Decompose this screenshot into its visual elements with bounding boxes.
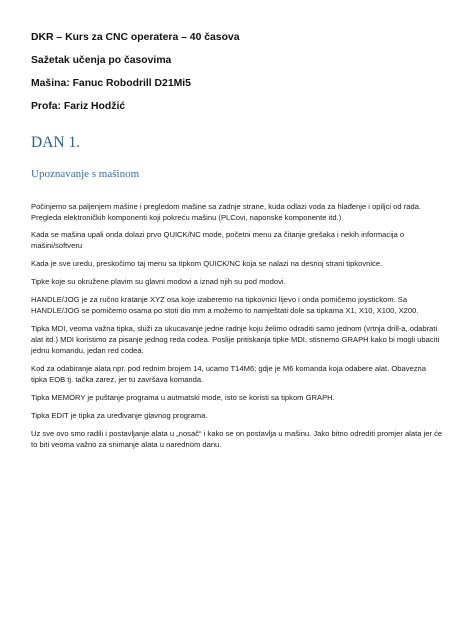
paragraph-2: Kada se mašina upali onda dolazi prvo QUICK/NC mode, početni menu za čitanje grešaka i nekih informacija o mašini/softveru [31,230,405,251]
paragraph-4: Tipke koje su okružene plavim su glavni modovi a iznad njih su pod modovi. [31,277,286,286]
paragraph-6: Tipka MDI, veoma važna tipka, služi za ukucavanje jedne radnje koju želimo odraditi samo jednom (vrtnja drill-a, odabrati alat itd.) MDI koristimo za pisanje jednog reda codea. Poslije pritiskanja tipke MDI, stisnemo GRAPH kako bi mogli ubaciti jednu komandu, jedan red codea. [31,324,440,356]
paragraph-10: Uz sve ovo smo radili i postavljanje alata u „nosač“ i kako se on postavlja u mašinu. Jako bitno odrediti promjer alata jer će to biti veoma važno za snimanje alata u narednom danu. [31,429,443,450]
paragraph-3: Kada je sve uredu, preskočimo taj menu sa tipkom QUICK/NC koja se nalazi na desnoj strani tipkovnice. [31,259,383,268]
professor-title: Profa: Fariz Hodžić [31,101,126,112]
course-title: DKR – Kurs za CNC operatera – 40 časova [31,32,240,43]
paragraph-7: Kod za odabiranje alata npr. pod rednim brojem 14, ucamo T14M6; gdje je M6 komanda koja odabere alat. Obavezna tipka EOB tj. tačka zarez, jer tu završava komanda. [31,364,426,385]
machine-title: Mašina: Fanuc Robodrill D21Mi5 [31,78,191,89]
summary-title: Sažetak učenja po časovima [31,55,172,66]
paragraph-5: HANDLE/JOG je za ručno kratanje XYZ osa koje izaberemo na tipkovnici lijevo i onda pomičemo joystickom. Sa HANDLE/JOG se pomičemo osama po stoti dio mm a možemo to namještati dole sa tipkama X1, X10, X100, X200. [31,295,419,316]
paragraph-8: Tipka MEMORY je puštanje programa u autmatski mode, isto se koristi sa tipkom GRAPH. [31,393,335,402]
section-heading: Upoznavanje s mašinom [31,168,140,180]
day-heading: DAN 1. [31,134,81,151]
paragraph-9: Tipka EDIT je tipka za uređivanje glavnog programa. [31,411,208,420]
paragraph-1: Počinjemo sa paljenjem mašine i pregledom mašine sa zadnje strane, kuda odlazi voda za hlađenje i opiljci od rada. Pregleda elektroničkih komponenti koji pokreću mašinu (PLCovi, naponske komponente itd.) [31,202,422,223]
